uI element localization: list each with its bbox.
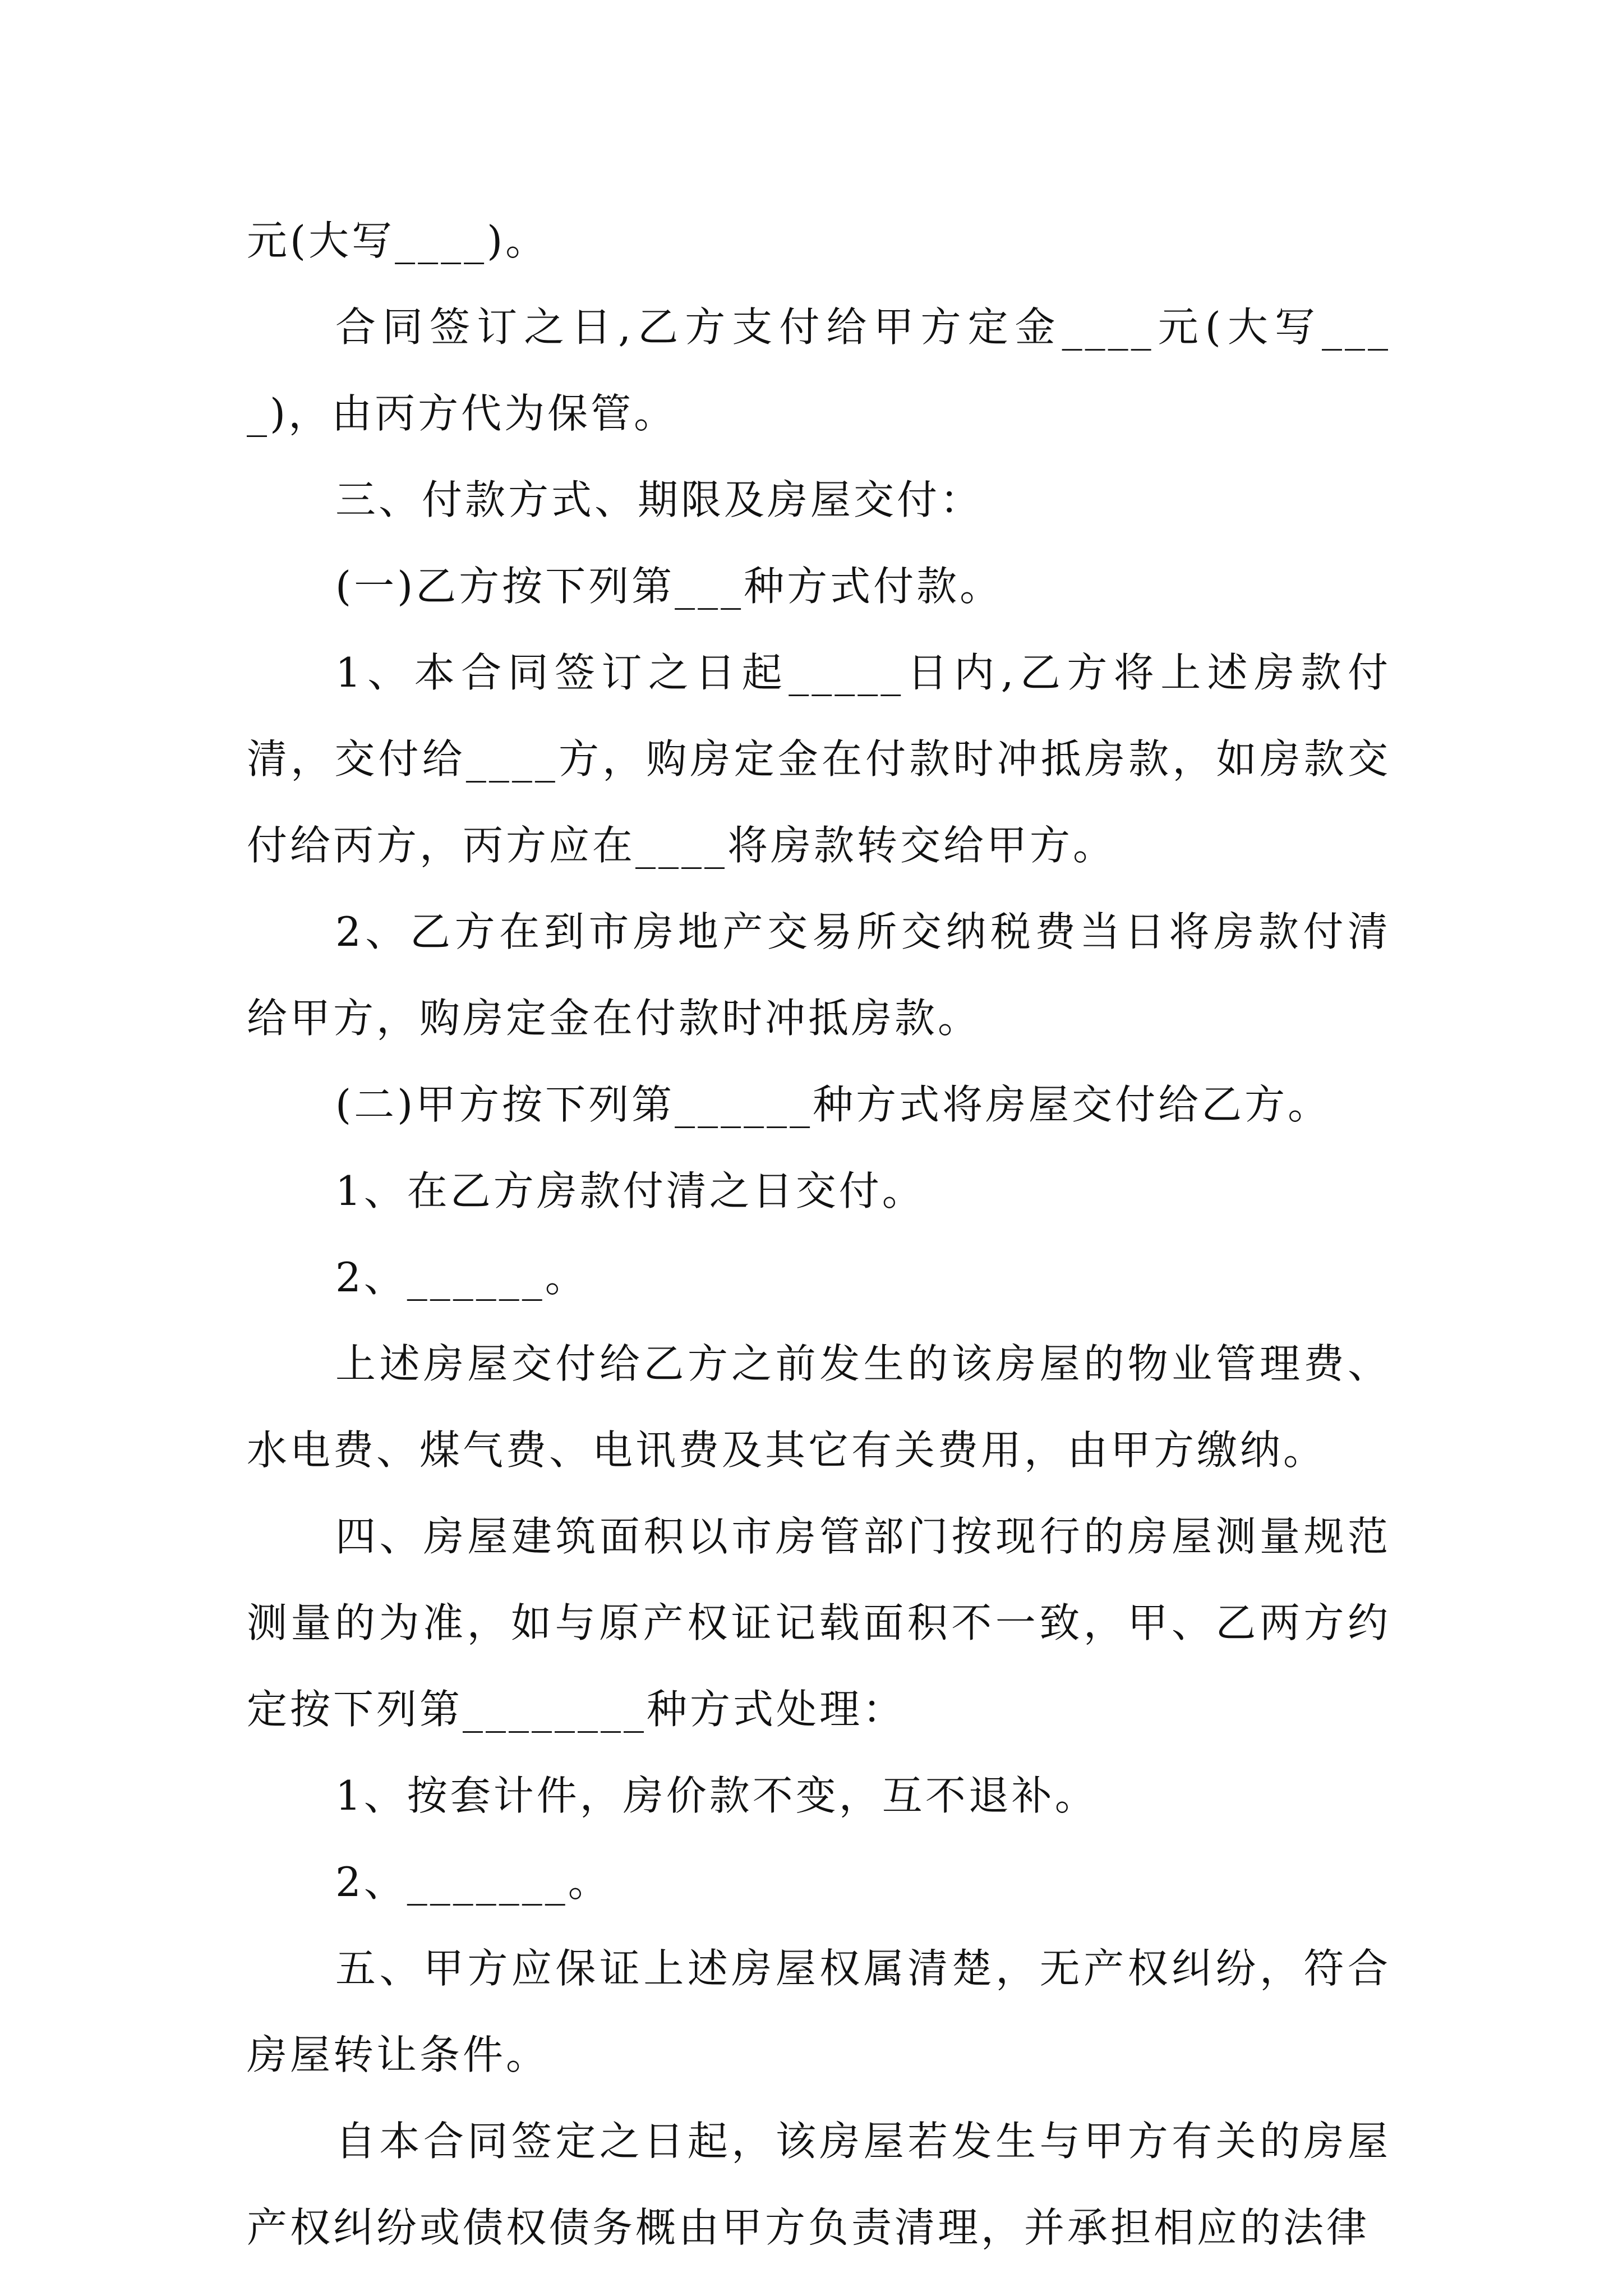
paragraph: (二)甲方按下列第______种方式将房屋交付给乙方。 (335, 1081, 1331, 1128)
paragraph: 自本合同签定之日起，该房屋若发生与甲方有关的房屋产权纠纷或债权债务概由甲方负责清理，并承担相应的法律 (247, 2118, 1391, 2251)
paragraph: 合同签订之日,乙方支付给甲方定金____元(大写____)，由丙方代为保管。 (247, 303, 1391, 437)
paragraph: 2、______。 (335, 1254, 588, 1301)
paragraph: 上述房屋交付给乙方之前发生的该房屋的物业管理费、水电费、煤气费、电讯费及其它有关费用，由甲方缴纳。 (247, 1340, 1391, 1474)
section-heading: 四、房屋建筑面积以市房管部门按现行的房屋测量规范测量的为准，如与原产权证记载面积不一致，甲、乙两方约定按下列第________种方式处理： (247, 1513, 1391, 1733)
paragraph: 1、在乙方房款付清之日交付。 (335, 1167, 925, 1214)
paragraph: 元(大写____)。 (247, 217, 549, 264)
paragraph: 1、按套计件，房价款不变，互不退补。 (335, 1772, 1098, 1819)
section-heading: 三、付款方式、期限及房屋交付： (335, 476, 984, 523)
paragraph: 2、乙方在到市房地产交易所交纳税费当日将房款付清给甲方，购房定金在付款时冲抵房款。 (247, 908, 1391, 1042)
contract-body (247, 197, 1391, 2271)
section-heading: 五、甲方应保证上述房屋权属清楚，无产权纠纷，符合房屋转让条件。 (247, 1945, 1391, 2078)
paragraph: 1、本合同签订之日起_____日内,乙方将上述房款付清，交付给____方，购房定金在付款时冲抵房款，如房款交付给丙方，丙方应在____将房款转交给甲方。 (247, 649, 1391, 869)
paragraph: (一)乙方按下列第___种方式付款。 (335, 563, 1003, 610)
paragraph: 2、_______。 (335, 1858, 611, 1906)
